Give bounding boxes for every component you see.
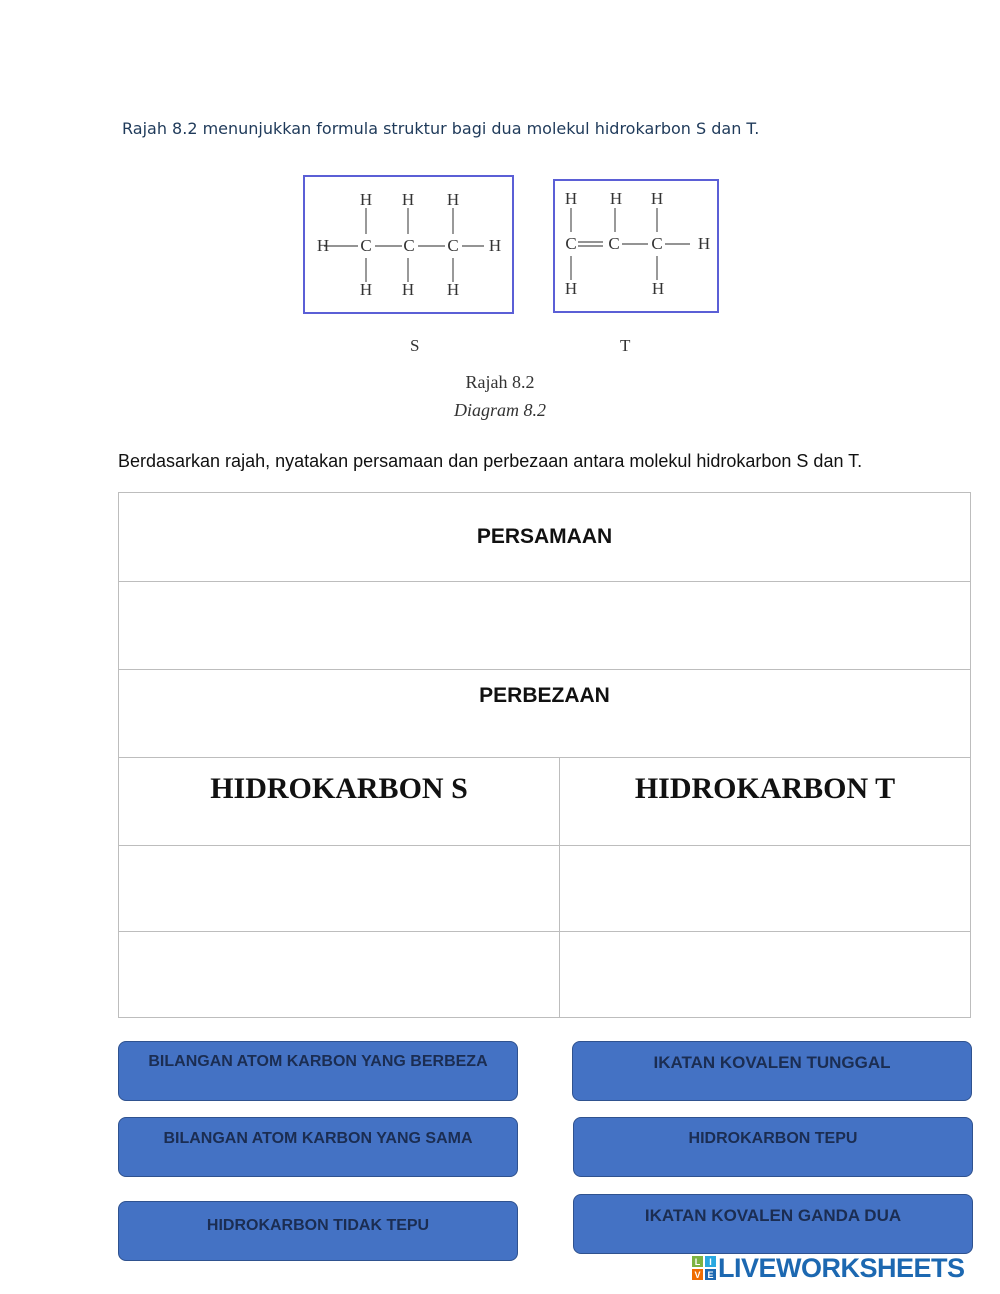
- t-atom-h: H: [650, 188, 664, 208]
- s-atom-h: H: [316, 235, 330, 255]
- option-single-covalent-bond[interactable]: IKATAN KOVALEN TUNGGAL: [572, 1041, 972, 1101]
- s-atom-h: H: [446, 189, 460, 209]
- t-atom-c: C: [565, 233, 577, 253]
- similarity-drop-slot[interactable]: [119, 582, 971, 670]
- t-atom-c: C: [608, 233, 620, 253]
- column-header-t: HIDROKARBON T: [560, 758, 971, 846]
- answer-table: [118, 492, 971, 1018]
- intro-text: Rajah 8.2 menunjukkan formula struktur bagi dua molekul hidrokarbon S dan T.: [122, 119, 760, 138]
- t-atom-c: C: [651, 233, 663, 253]
- s-drop-slot-2[interactable]: [119, 932, 560, 1018]
- diagram-caption: Rajah 8.2: [465, 372, 535, 392]
- logo-icon-letter: E: [707, 1270, 714, 1280]
- t-atom-h: H: [564, 188, 578, 208]
- structural-formula-diagram: [300, 170, 730, 320]
- s-atom-h: H: [446, 279, 460, 299]
- t-atom-h: H: [609, 188, 623, 208]
- logo-icon-letter: L: [694, 1257, 701, 1267]
- difference-header: PERBEZAAN: [119, 670, 971, 758]
- option-different-carbon-count[interactable]: BILANGAN ATOM KARBON YANG BERBEZA: [118, 1041, 518, 1101]
- logo-icon-letter: V: [694, 1270, 701, 1280]
- option-double-covalent-bond[interactable]: IKATAN KOVALEN GANDA DUA: [573, 1194, 973, 1254]
- diagram-caption-italic: Diagram 8.2: [453, 400, 546, 420]
- s-drop-slot-1[interactable]: [119, 846, 560, 932]
- t-atom-h: H: [651, 278, 665, 298]
- column-header-s: HIDROKARBON S: [119, 758, 560, 846]
- t-drop-slot-2[interactable]: [560, 932, 971, 1018]
- liveworksheets-logo-text: LIVEWORKSHEETS: [718, 1253, 965, 1283]
- s-atom-h: H: [401, 189, 415, 209]
- s-atom-h: H: [401, 279, 415, 299]
- s-atom-h: H: [359, 279, 373, 299]
- t-atom-h: H: [564, 278, 578, 298]
- option-unsaturated-hydrocarbon[interactable]: HIDROKARBON TIDAK TEPU: [118, 1201, 518, 1261]
- s-atom-h: H: [359, 189, 373, 209]
- molecule-s-label: S: [410, 336, 420, 355]
- s-atom-c: C: [447, 235, 459, 255]
- liveworksheets-logo-icon: [692, 1256, 716, 1280]
- s-atom-c: C: [360, 235, 372, 255]
- t-atom-h: H: [697, 233, 711, 253]
- question-text: Berdasarkan rajah, nyatakan persamaan dan perbezaan antara molekul hidrokarbon S dan T.: [118, 451, 863, 471]
- s-atom-h: H: [488, 235, 502, 255]
- logo-icon-letter: I: [709, 1257, 712, 1267]
- t-drop-slot-1[interactable]: [560, 846, 971, 932]
- s-atom-c: C: [403, 235, 415, 255]
- option-same-carbon-count[interactable]: BILANGAN ATOM KARBON YANG SAMA: [118, 1117, 518, 1177]
- option-saturated-hydrocarbon[interactable]: HIDROKARBON TEPU: [573, 1117, 973, 1177]
- molecule-t-label: T: [620, 336, 631, 355]
- similarity-header: PERSAMAAN: [119, 493, 971, 582]
